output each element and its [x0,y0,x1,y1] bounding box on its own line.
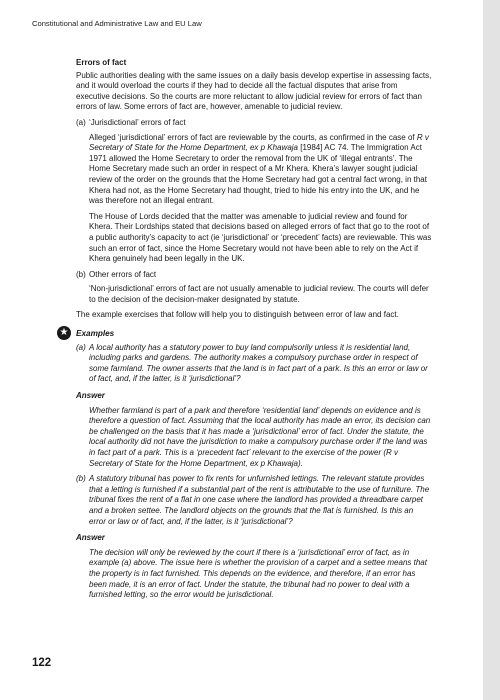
page-number: 122 [32,657,52,669]
example-b-question: A statutory tribunal has power to fix rents for unfurnished lettings. The relevant statute provides that a letting is furnished if a substantial part of the rent is attributable to the use of furniture. The tribunal fixes the rent of a flat in one case where the landlord has provided a threadbare carpet and a broken settee. The landlord objects on the grounds that the flat is furnished. Is this an error or law or of fact, and, if the latter, is it ‘jurisdictional’? [89,474,430,526]
example-a [76,343,432,385]
examples-heading [59,327,432,340]
item-a-text-pre: Alleged ‘jurisdictional’ errors of fact are reviewable by the courts, as confirmed in the case of [89,132,417,142]
item-a-heading: ‘Jurisdictional’ errors of fact [89,117,186,127]
section-heading: Errors of fact [76,58,127,67]
item-a [76,118,432,265]
item-b-paragraph-1: ‘Non-jurisdictional’ errors of fact are not usually amenable to judicial review. The courts will defer to the decision of the decision-maker designated by statute. [89,284,429,304]
example-a-question: A local authority has a statutory power to buy land compulsorily unless it is residential land, including parks and gardens. The authority makes a compulsory purchase order in respect of some farmland. The owner asserts that the land is in fact part of a park. Is this an error or law or of fact, and, if the latter, is it ‘jurisdictional’? [89,342,428,384]
example-a-marker: (a) [76,342,86,352]
item-a-paragraph-2: The House of Lords decided that the matter was amenable to judicial review and found for Khera. Their Lordships stated that decisions based on alleged errors of fact that go to the root of a public authority’s capacity to act (ie ‘jurisdictional’ or ‘precedent’ facts) are reviewable. This was such an error of fact, since the Home Secretary would not have been able to rely on the Act if Khera genuinely had been legally in the UK. [89,211,432,264]
answer-label-a: Answer [76,391,105,401]
running-head: Constitutional and Administrative Law and EU Law [32,19,202,28]
page-body [59,58,432,606]
intro-paragraph: Public authorities dealing with the same issues on a daily basis develop expertise in assessing facts, and it would overload the courts if they had to decide all the factual disputes that arise from executive decisions. So the courts are more reluctant to allow judicial review for errors of fact than errors of law. Some errors of fact are, however, amenable to judicial review. [76,70,432,112]
item-b-heading: Other errors of fact [89,269,157,279]
example-a-answer: Whether farmland is part of a park and therefore ‘residential land’ depends on evidence and is therefore a question of fact. Assuming that the local authority has made an error, its decision can be challenged on the basis that it has made a ‘jurisdictional’ error of fact. Under the statute, the local authority did not have the jurisdiction to make a compulsory purchase order if the land was in fact part of a park. This is a ‘precedent fact’ relevant to the exercise of the power (R v Secretary of State for the Home Department, ex p Khawaja). [89,405,431,468]
page-edge-shade [483,0,500,700]
example-b-answer: The decision will only be reviewed by the court if there is a ‘jurisdictional’ error of fact, as in example (a) above. The issue here is whether the provision of a carpet and a settee means that the property is in fact furnished. This depends on the evidence, and therefore, if an error has been made, it is an error of fact. Under the statute, the tribunal had no power to deal with a furnished letting, so the error would be jurisdictional. [89,547,427,600]
answer-label-b: Answer [76,533,105,543]
examples-title: Examples [76,329,115,339]
item-a-paragraph-1 [89,133,432,207]
item-b-marker: (b) [76,269,86,279]
item-a-text-post: [1984] AC 74. The Immigration Act 1971 allowed the Home Secretary to order the removal from the UK of ‘illegal entrants’. The Home Secretary made such an order in respect of a Mr Khera. Khera’s lawyer sought judicial review of the order on the grounds that the Home Secretary had got a central fact wrong, in that Khera had not, as the Home Secretary had thought, tried to hide his entry into the UK, and he was therefore not an illegal entrant. [89,143,427,206]
item-a-marker: (a) [76,117,86,127]
closing-paragraph: The example exercises that follow will help you to distinguish between error of law and fact. [76,310,399,320]
example-b [76,474,432,527]
case-citation: R v Secretary of State for the Home Department, ex p Khawaja [89,132,429,153]
example-b-marker: (b) [76,474,86,484]
star-icon: ★ [57,326,71,340]
item-b [76,270,432,306]
